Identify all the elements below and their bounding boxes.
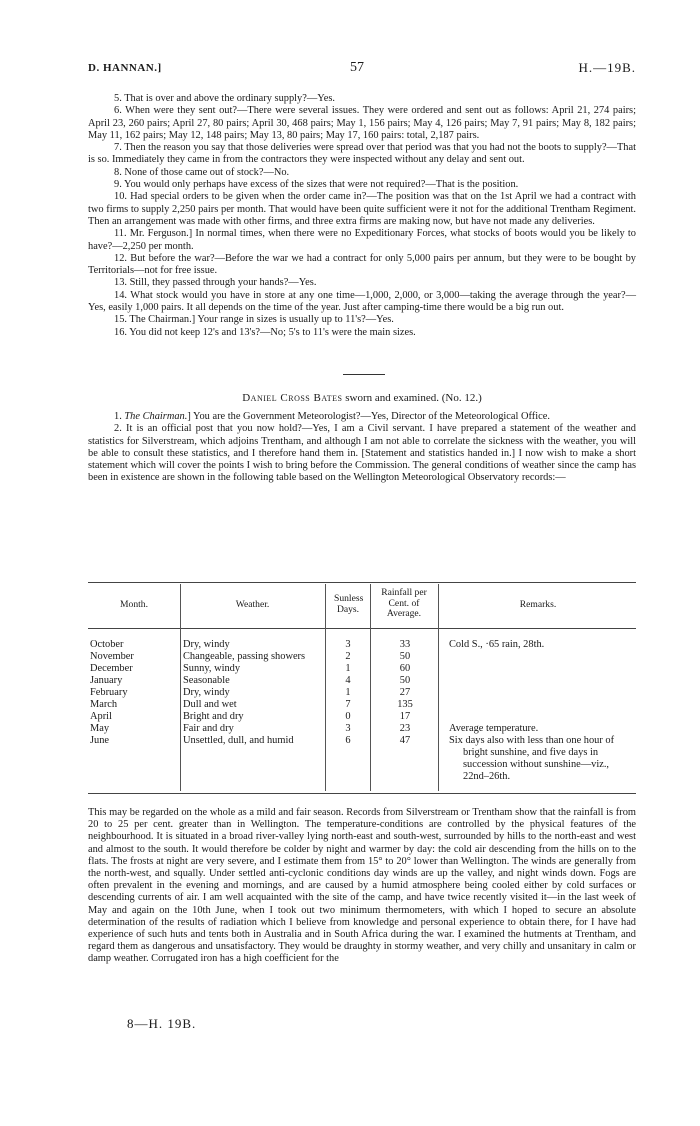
question-14: 14. What stock would you have in store at any one time—1,000, 2,000, or 3,000—taking the average through the year?—Yes, easily 1,000 pairs. It all depends on the time of the year. Just after camping-time there would be a big run out. [88, 289, 636, 314]
row-sunless: 2 [345, 651, 351, 662]
question-7: 7. Then the reason you say that those deliveries were spread over that period was that you had not the boots to supply?—That is so. Immediately they came in from the contractors they were inspected without any delay and sent out. [88, 142, 636, 166]
table-header-rule [88, 628, 636, 629]
bates-question-1 [88, 411, 636, 423]
row-month: March [90, 699, 118, 710]
header-witness: D. HANNAN.] [88, 62, 162, 74]
q1-text: ] You are the Government Meteorologist?—Yes, Director of the Meteorological Office. [187, 411, 550, 422]
closing-statement [88, 807, 636, 966]
header-sunless: Sunless Days. [334, 593, 364, 615]
row-weather: Unsettled, dull, and humid [183, 735, 294, 746]
witness-heading [88, 392, 636, 404]
row-sunless: 1 [345, 663, 351, 674]
question-6: 6. When were they sent out?—There were several issues. They were ordered and sent out as follows: April 21, 274 pairs; April 23, 260 pairs; April 27, 80 pairs; April 30, 468 pairs; May 1, 156 pairs; May 4, 126 pairs; May 7, 91 pairs; May 8, 182 pairs; May 11, 162 pairs; May 12, 148 pairs; May 13, 80 pairs; May 17, 160 pairs: total, 2,187 pairs. [88, 105, 636, 141]
bates-question-2: 2. It is an official post that you now hold?—Yes, I am a Civil servant. I have prepared a statement of the weather and statistics for Silverstream, which adjoins Trentham, and although I am not able to correlate the sickness with the weather, you will be able to consult these statistics, and I therefore hand them in. [Statement and statistics handed in.] I now wish to make a short statement which will cover the points I wish to bring before the Commission. The general conditions of weather since the camp has been in existence are shown in the following table based on the Wellington Meteorological Observatory records:— [88, 423, 636, 484]
header-remarks: Remarks. [519, 599, 557, 610]
row-month: June [90, 735, 110, 746]
question-15: 15. The Chairman.] Your range in sizes is usually up to 11's?—Yes. [114, 314, 394, 326]
row-month: January [90, 675, 123, 686]
row-month: February [90, 687, 128, 698]
row-sunless: 3 [345, 639, 351, 650]
section-divider [343, 374, 385, 375]
page-number: 57 [350, 60, 364, 75]
row-remarks: Cold S., ·65 rain, 28th. [449, 639, 545, 650]
q1-speaker: The Chairman. [124, 411, 188, 422]
row-rainfall: 27 [399, 687, 411, 698]
question-13: 13. Still, they passed through your hands?—Yes. [114, 277, 317, 289]
table-column-rule [180, 584, 181, 791]
question-11: 11. Mr. Ferguson.] In normal times, when there were no Expeditionary Forces, what stocks of boots would you be likely to have?—2,250 per month. [88, 228, 636, 252]
row-remarks: Six days also with less than one hour of bright sunshine, and five days in succession without sunshine—viz., 22nd–26th. [449, 735, 615, 783]
row-month: October [90, 639, 124, 650]
weather-table [88, 582, 636, 794]
question-12: 12. But before the war?—Before the war we had a contract for only 5,000 pairs per annum, but they were to be bought by Territorials—not for free issue. [88, 252, 636, 277]
page-header [88, 62, 636, 78]
row-rainfall: 17 [399, 711, 411, 722]
question-16: 16. You did not keep 12's and 13's?—No; 5's to 11's were the main sizes. [114, 326, 416, 338]
paper-reference: H.—19B. [578, 60, 636, 75]
question-5: 5. That is over and above the ordinary supply?—Yes. [114, 93, 335, 104]
question-9: 9. You would only perhaps have excess of the sizes that were not required?—That is the position. [114, 179, 519, 191]
bates-evidence [88, 411, 636, 485]
row-sunless: 1 [345, 687, 351, 698]
page-footer: 8—H. 19B. [127, 1016, 197, 1031]
row-rainfall: 135 [397, 699, 413, 710]
row-rainfall: 47 [399, 735, 411, 746]
row-sunless: 6 [345, 735, 351, 746]
header-month: Month. [120, 599, 148, 610]
row-weather: Seasonable [183, 675, 230, 686]
row-weather: Changeable, passing showers [183, 651, 306, 662]
row-rainfall: 50 [399, 675, 411, 686]
row-month: May [90, 723, 110, 734]
row-sunless: 3 [345, 723, 351, 734]
closing-paragraph: This may be regarded on the whole as a mild and fair season. Records from Silverstream or Trentham show that the rainfall is from 20 to 25 per cent. greater than in Wellington. The temperature-conditions are controlled by the physical features of the neighbourhood. It is situated in a broad river-valley lying north-east and south-west, surrounded by hills to the north-east and west and almost to the south. It would therefore be colder by night and warmer by day: the cold air descending from the hills on to the flats. The frosts at night are very severe, and I estimate them from 15° to 20° lower than Wellington. The winds are generally from the north-west, and squally. Under settled anti-cyclonic conditions day winds are up the valley, and night winds down. Fogs are often prevalent in the evening and mornings, and are caused by a humid atmosphere being cooled either by cold surfaces or descending currents of air. I am well acquainted with the site of the camp, and have twice recently visited it—in the last week of May and again on the 10th June, when I took out two minimum thermometers, with which I hoped to secure an absolute determination of the results of radiation which I believe from knowledge and personal experience to obtain there, for I have had experience of such huts and tents both in Australia and in South Africa during the war. I examined the hutments at Trentham, and regard them as dangerous and unsatisfactory. They would be draughty in stormy weather, and very chilly and unsanitary in calm or damp weather. Corrugated iron has a high coefficient for the [88, 807, 636, 965]
row-weather: Dull and wet [183, 699, 237, 710]
witness-name: Daniel Cross Bates [242, 392, 343, 404]
row-rainfall: 23 [399, 723, 411, 734]
row-sunless: 7 [345, 699, 351, 710]
witness-heading-rest: sworn and examined. (No. 12.) [342, 392, 482, 404]
row-rainfall: 50 [399, 651, 411, 662]
row-weather: Bright and dry [183, 711, 244, 722]
row-sunless: 0 [345, 711, 351, 722]
row-rainfall: 60 [399, 663, 411, 674]
row-weather: Sunny, windy [183, 663, 241, 674]
row-month: December [90, 663, 133, 674]
row-weather: Fair and dry [183, 723, 234, 734]
question-10: 10. Had special orders to be given when the order came in?—The position was that on the 1st April we had a contract with two firms to supply 2,250 pairs per month. That would have been quite sufficient were it not for the additional Trentham Regiment. Then an arrangement was made with other firms, and three extra firms are making now, but have not made any deliveries. [88, 191, 636, 227]
header-rainfall: Rainfall per Cent. of Average. [381, 587, 427, 619]
row-month: April [90, 711, 112, 722]
row-sunless: 4 [345, 675, 351, 686]
hannan-evidence [88, 93, 636, 339]
row-month: November [90, 651, 134, 662]
header-weather: Weather. [235, 599, 270, 610]
row-remarks: Average temperature. [449, 723, 539, 734]
row-rainfall: 33 [399, 639, 411, 650]
table-top-rule [88, 582, 636, 583]
table-bottom-rule [88, 793, 636, 794]
row-weather: Dry, windy [183, 687, 230, 698]
row-weather: Dry, windy [183, 639, 230, 650]
q1-number: 1. [114, 411, 125, 422]
question-8: 8. None of those came out of stock?—No. [114, 166, 290, 178]
